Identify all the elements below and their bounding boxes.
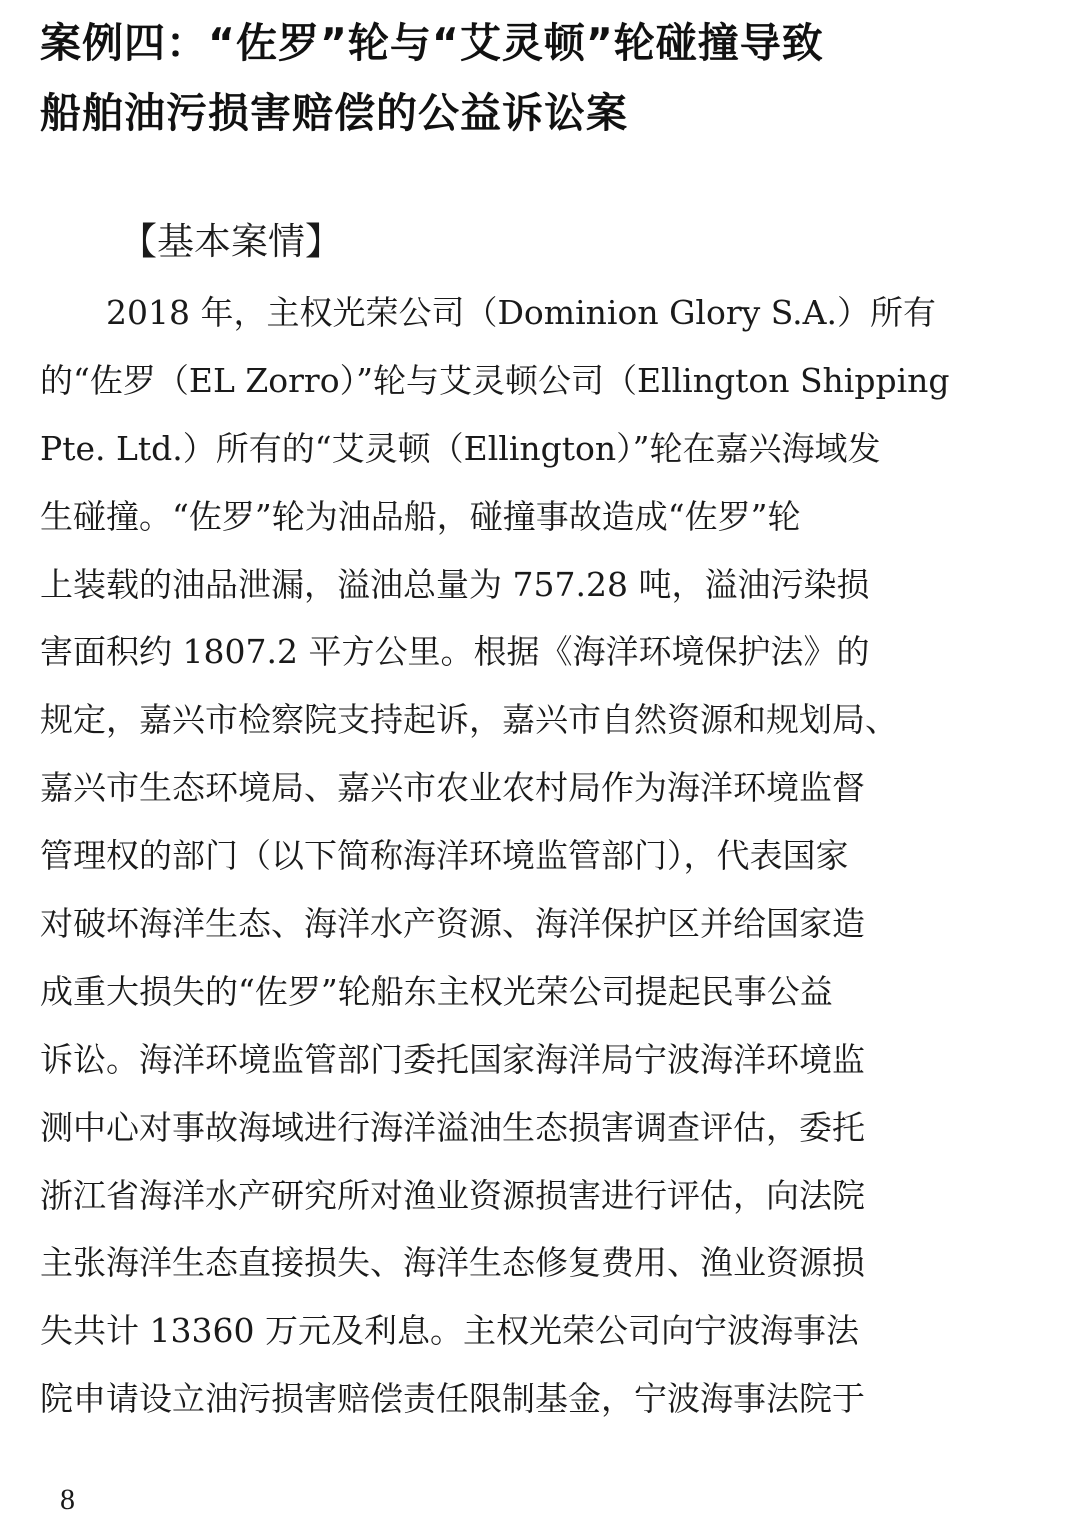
body-line: 的“佐罗（EL Zorro）”轮与艾灵顿公司（Ellington Shipping bbox=[40, 360, 950, 400]
body-line: 生碰撞。“佐罗”轮为油品船，碰撞事故造成“佐罗”轮 bbox=[40, 496, 801, 536]
body-line: 主张海洋生态直接损失、海洋生态修复费用、渔业资源损 bbox=[40, 1243, 865, 1283]
body-line: 失共计 13360 万元及利息。主权光荣公司向宁波海事法 bbox=[40, 1311, 859, 1351]
body-line: 院申请设立油污损害赔偿责任限制基金，宁波海事法院于 bbox=[40, 1379, 865, 1419]
body-line: 管理权的部门（以下简称海洋环境监管部门），代表国家 bbox=[40, 836, 849, 876]
body-line: 2018 年，主权光荣公司（Dominion Glory S.A.）所有 bbox=[40, 293, 936, 332]
body-line: 害面积约 1807.2 平方公里。根据《海洋环境保护法》的 bbox=[40, 632, 870, 672]
body-line: 嘉兴市生态环境局、嘉兴市农业农村局作为海洋环境监督 bbox=[40, 768, 865, 808]
case-title-line-2: 船舶油污损害赔偿的公益诉讼案 bbox=[40, 89, 628, 137]
page-number: 8 bbox=[60, 1483, 75, 1516]
body-line: 规定，嘉兴市检察院支持起诉，嘉兴市自然资源和规划局、 bbox=[40, 700, 898, 740]
case-title bbox=[40, 8, 1040, 148]
body-line: 成重大损失的“佐罗”轮船东主权光荣公司提起民事公益 bbox=[40, 971, 833, 1011]
case-body-text bbox=[40, 279, 1040, 1433]
section-heading-basic-facts: 【基本案情】 bbox=[120, 220, 342, 263]
body-line: 对破坏海洋生态、海洋水产资源、海洋保护区并给国家造 bbox=[40, 904, 865, 944]
body-line: Pte. Ltd.）所有的“艾灵顿（Ellington）”轮在嘉兴海域发 bbox=[40, 428, 881, 468]
body-line: 上装载的油品泄漏，溢油总量为 757.28 吨，溢油污染损 bbox=[40, 564, 870, 604]
case-title-line-1: 案例四：“佐罗”轮与“艾灵顿”轮碰撞导致 bbox=[40, 19, 824, 67]
body-line: 测中心对事故海域进行海洋溢油生态损害调查评估，委托 bbox=[40, 1107, 865, 1147]
body-line: 诉讼。海洋环境监管部门委托国家海洋局宁波海洋环境监 bbox=[40, 1039, 865, 1079]
body-line: 浙江省海洋水产研究所对渔业资源损害进行评估，向法院 bbox=[40, 1175, 865, 1215]
